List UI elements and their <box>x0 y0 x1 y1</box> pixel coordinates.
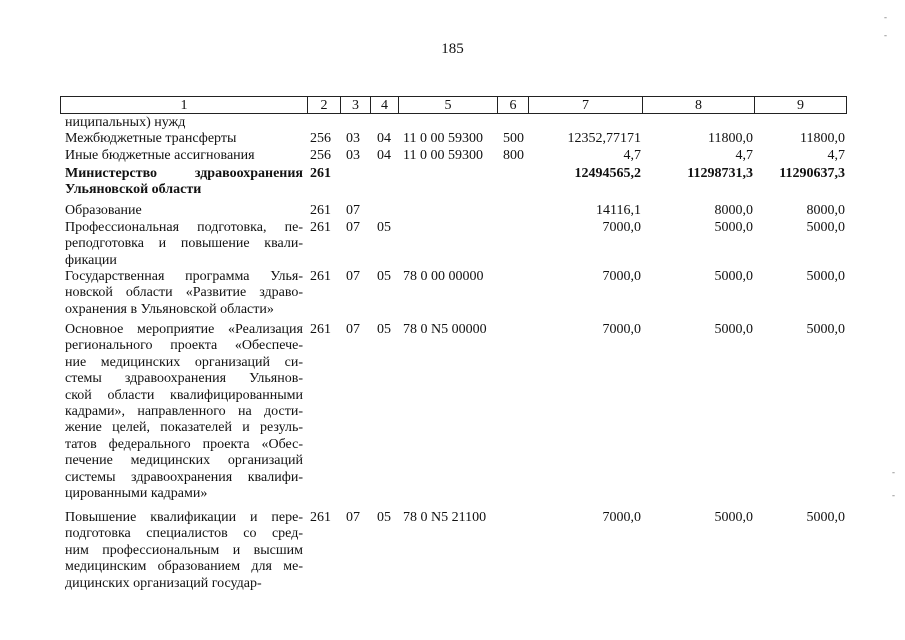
row-name-line: ние медицинских организаций си- <box>65 354 303 370</box>
cell-c8: 5000,0 <box>714 322 753 337</box>
row-name-line: ской области квалифицированными <box>65 387 303 403</box>
row-name-line: ниципальных) нужд <box>65 115 186 130</box>
scan-artifact: - <box>884 12 887 22</box>
header-col-1: 1 <box>60 96 308 114</box>
row-name-line: реподготовка и повышение квали- <box>65 236 303 252</box>
row-name-line: стемы здравоохранения Ульянов- <box>65 371 303 387</box>
cell-c6: 800 <box>503 148 524 163</box>
cell-c8: 5000,0 <box>714 220 753 235</box>
cell-c3: 07 <box>346 203 360 218</box>
cell-c2: 256 <box>310 148 331 163</box>
cell-c2: 256 <box>310 131 331 146</box>
cell-c3: 07 <box>346 220 360 235</box>
row-name-line: Образование <box>65 203 142 218</box>
cell-c7: 7000,0 <box>602 510 641 525</box>
header-col-5: 5 <box>398 96 498 114</box>
cell-c3: 07 <box>346 269 360 284</box>
cell-c2: 261 <box>310 322 331 337</box>
cell-c2: 261 <box>310 166 331 181</box>
cell-c9: 11290637,3 <box>779 166 845 181</box>
header-col-4: 4 <box>370 96 399 114</box>
cell-c9: 5000,0 <box>806 269 845 284</box>
row-name-line: Иные бюджетные ассигнования <box>65 148 255 163</box>
row-name-line: Межбюджетные трансферты <box>65 131 237 146</box>
cell-c7: 7000,0 <box>602 220 641 235</box>
row-name-line: регионального проекта «Обеспече- <box>65 338 303 354</box>
cell-c9: 5000,0 <box>806 510 845 525</box>
cell-c8: 5000,0 <box>714 269 753 284</box>
cell-c9: 4,7 <box>827 148 845 163</box>
cell-c9: 5000,0 <box>806 220 845 235</box>
cell-c2: 261 <box>310 220 331 235</box>
row-name <box>65 131 303 147</box>
cell-c4: 05 <box>377 220 391 235</box>
row-name-line: Профессиональная подготовка, пе- <box>65 220 303 235</box>
cell-c4: 04 <box>377 148 391 163</box>
row-name-line: фикации <box>65 252 117 268</box>
row-name-line: жение целей, показателей и резуль- <box>65 420 303 436</box>
cell-c3: 03 <box>346 148 360 163</box>
cell-c5: 11 0 00 59300 <box>403 131 483 146</box>
row-name <box>65 166 303 199</box>
row-name-line: Основное мероприятие «Реализация <box>65 322 303 337</box>
row-name-line: печение медицинских организаций <box>65 453 303 469</box>
cell-c2: 261 <box>310 269 331 284</box>
row-name <box>65 220 303 269</box>
cell-c3: 07 <box>346 322 360 337</box>
row-name <box>65 510 303 592</box>
row-name-line: Государственная программа Улья- <box>65 269 303 284</box>
row-name-line: татов федерального проекта «Обес- <box>65 436 303 452</box>
header-col-7: 7 <box>528 96 643 114</box>
row-name-line: Ульяновской области <box>65 182 202 198</box>
cell-c8: 8000,0 <box>714 203 753 218</box>
cell-c5: 11 0 00 59300 <box>403 148 483 163</box>
cell-c5: 78 0 N5 21100 <box>403 510 487 525</box>
cell-c9: 8000,0 <box>806 203 845 218</box>
header-col-3: 3 <box>340 96 371 114</box>
row-name-line: Повышение квалификации и пере- <box>65 510 303 525</box>
header-col-9: 9 <box>754 96 847 114</box>
cell-c5: 78 0 00 00000 <box>403 269 484 284</box>
cell-c2: 261 <box>310 510 331 525</box>
cell-c6: 500 <box>503 131 524 146</box>
row-name-line: охранения в Ульяновской области» <box>65 301 274 317</box>
cell-c4: 04 <box>377 131 391 146</box>
row-name <box>65 148 303 164</box>
row-name-line: кадрами», направленного на дости- <box>65 404 303 420</box>
cell-c4: 05 <box>377 269 391 284</box>
row-name-line: медицинским образованием для ме- <box>65 559 303 575</box>
cell-c5: 78 0 N5 00000 <box>403 322 487 337</box>
cell-c8: 5000,0 <box>714 510 753 525</box>
cell-c7: 7000,0 <box>602 269 641 284</box>
header-col-6: 6 <box>497 96 529 114</box>
cell-c2: 261 <box>310 203 331 218</box>
row-name-line: дицинских организаций государ- <box>65 575 262 591</box>
cell-c4: 05 <box>377 510 391 525</box>
page-number: 185 <box>441 41 464 57</box>
scan-artifact: - <box>892 490 895 500</box>
row-name-line: ним профессиональным и высшим <box>65 542 303 558</box>
scan-artifact: - <box>884 30 887 40</box>
row-name-line: подготовка специалистов со сред- <box>65 526 303 542</box>
row-name-line: цированными кадрами» <box>65 486 208 502</box>
cell-c3: 03 <box>346 131 360 146</box>
cell-c8: 4,7 <box>735 148 753 163</box>
row-name-line: Министерство здравоохранения <box>65 166 303 181</box>
cell-c7: 7000,0 <box>602 322 641 337</box>
row-name <box>65 203 303 219</box>
cell-c8: 11800,0 <box>708 131 753 146</box>
cell-c7: 14116,1 <box>596 203 641 218</box>
cell-c7: 4,7 <box>623 148 641 163</box>
cell-c3: 07 <box>346 510 360 525</box>
header-col-2: 2 <box>307 96 341 114</box>
cell-c8: 11298731,3 <box>687 166 753 181</box>
cell-c9: 11800,0 <box>800 131 845 146</box>
row-name-line: новской области «Развитие здраво- <box>65 285 303 301</box>
cell-c7: 12494565,2 <box>574 166 641 181</box>
row-name <box>65 115 303 131</box>
row-name <box>65 322 303 502</box>
header-col-8: 8 <box>642 96 755 114</box>
row-name <box>65 269 303 318</box>
cell-c7: 12352,77171 <box>567 131 641 146</box>
cell-c9: 5000,0 <box>806 322 845 337</box>
scan-artifact: - <box>892 467 895 477</box>
cell-c4: 05 <box>377 322 391 337</box>
row-name-line: системы здравоохранения квалифи- <box>65 469 303 485</box>
